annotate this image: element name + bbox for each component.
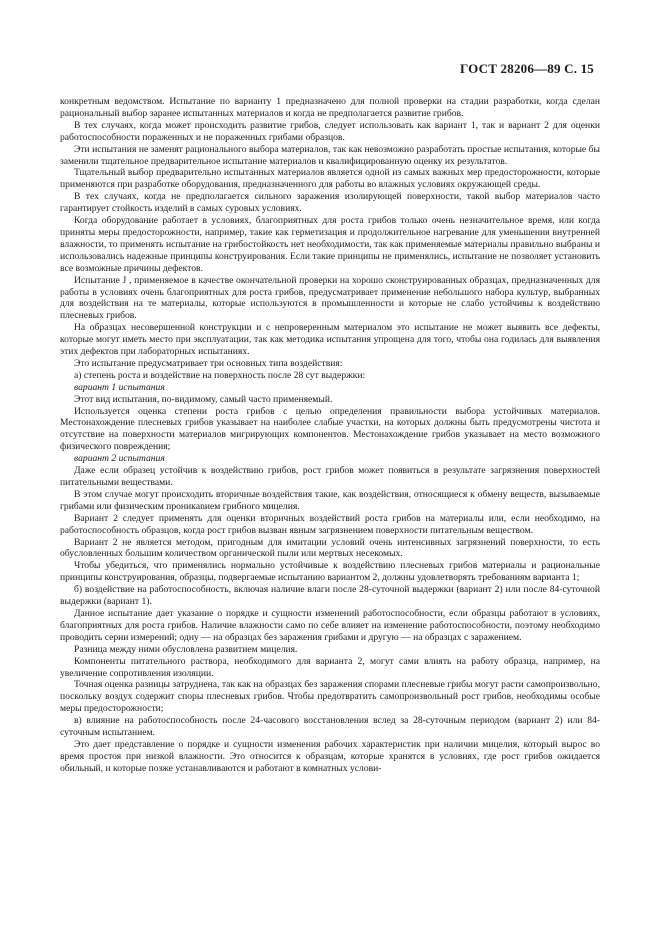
paragraph: В тех случаях, когда не предполагается сильного заражения изолирующей поверхности, такой выбор материалов часто гарантирует стойкость изделий в самых суровых условиях. [60,191,600,215]
subheading: вариант 1 испытания [74,381,165,393]
paragraph: Испытание J , применяемое в качестве окончательной проверки на хорошо сконструированных образцах, предназначенных для работы в условиях очень благоприятных для роста грибов, предусматривает применение небольшого набора культур, выбранных для воздействия на те материалы, которые используются в промышленности и которые не слабо устойчивы к воздействию плесневых грибов. [60,274,600,322]
paragraph: Это дает представление о порядке и сущности изменения рабочих характеристик при наличии мицелия, который вырос во время простоя при низкой влажности. Это относится к образцам, которые хранятся в условиях, где рост грибов ожидается обильный, и которые позже устанавливаются и работают в комнатных услови- [60,738,600,774]
paragraph: На образцах несовершенной конструкции и с непроверенным материалом это испытание не может выявить все дефекты, которые могут иметь место при эксплуатации, так как методика испытания упрощена для того, чтобы она годилась для выявления этих дефектов при лабораторных испытаниях. [60,322,600,358]
document-body [60,96,600,775]
list-item: б) воздействие на работоспособность, включая наличие влаги после 28-суточной выдержки (вариант 2) или после 84-суточной выдержки (вариант 1). [60,584,600,608]
paragraph: Данное испытание дает указание о порядке и сущности изменений работоспособности, если образцы работают в условиях, благоприятных для роста грибов. Наличие влажности само по себе влияет на изменение работоспособности, поэтому необходимо проводить серии измерений; одну — на образцах без заражения грибами и другую — на образцах с заражением. [60,607,600,643]
paragraph: конкретным ведомством. Испытание по варианту 1 предназначено для полной проверки на стадии разработки, когда сделан рациональный выбор заранее испытанных материалов и когда не предполагается развитие грибов. [60,96,600,119]
paragraph: Это испытание предусматривает три основных типа воздействия: [74,357,343,369]
paragraph: Вариант 2 не является методом, пригодным для имитации условий очень интенсивных загрязнений поверхности, то есть обусловленных большим количеством органической пыли или мертвых несекомых. [60,536,600,560]
list-item: а) степень роста и воздействие на поверхность после 28 сут выдержки: [74,369,366,381]
paragraph: Вариант 2 следует применять для оценки вторичных воздействий роста грибов на материалы или, если необходимо, на работоспособность образцов, когда рост грибов вызван явным загрязнением поверхности питательным веществом. [60,512,600,536]
paragraph: В этом случае могут происходить вторичные воздействия такие, как воздействия, относящиеся к обмену веществ, вызываемые грибами или физическим проникanием грибного мицелия. [60,488,600,512]
paragraph: Даже если образец устойчив к воздействию грибов, рост грибов может появиться в результате загрязнения поверхностей питательными веществами. [60,465,600,488]
paragraph: Тщательный выбор предварительно испытанных материалов является одной из самых важных мер предосторожности, которые применяются при разработке оборудования, предназначенного для работы во влажных условиях окружающей среды. [60,167,600,191]
list-item: в) влияние на работоспособность после 24-часового восстановления вслед за 28-суточным периодом (вариант 2) или 84-суточным испытанием. [60,715,600,739]
paragraph: Чтобы убедиться, что применялись нормально устойчивые к воздействию плесневых грибов материалы и рациональные принципы конструирования, образцы, подвергаемые испытанию вариантом 2, должны удовлетворять требованиям варианта 1; [60,560,600,584]
paragraph: Разница между ними обусловлена развитием мицелия. [74,643,298,655]
paragraph: В тех случаях, когда может происходить развитие грибов, следует использовать как вариант 1, так и вариант 2 для оценки работоспособности пораженных и не пораженных грибами образцов. [60,119,600,143]
paragraph: Используется оценка степени роста грибов с целью определения правильности выбора устойчивых материалов. Местонахождение плесневых грибов указывает на наиболее слабые участки, на которых должны быть предусмотрены чистота и отсутствие на поверхности материалов мигрирующих компонентов. Местонахождение грибов указывает на место возможного физического повреждения; [60,405,600,453]
paragraph: Когда оборудование работает в условиях, благоприятных для роста грибов только очень незначительное время, или когда приняты меры предосторожности, например, такие как герметизация и продолжительное нагревание для уменьшения внутренней влажности, то применять испытание на грибостойкость нет необходимости, так как применяемые материалы правильно выбраны и использовались надежные принципы конструирования. Если такие принципы не применялись, испытание не позволяет установить все возможные причины дефектов. [60,215,600,274]
paragraph: Эти испытания не заменят рационального выбора материалов, так как невозможно разработать простые испытания, которые бы заменили тщательное предварительное испытание материалов и квалифицированную оценку их результатов. [60,143,600,167]
paragraph: Точная оценка разницы затруднена, так как на образцах без заражения спорами плесневые грибы могут расти самопроизвольно, поскольку воздух содержит споры плесневых грибов. Чтобы предотвратить самопроизвольный рост грибов, необходимы особые меры предосторожности; [60,679,600,715]
subheading: вариант 2 испытания [74,453,165,465]
paragraph: Этот вид испытания, по-видимому, самый часто применяемый. [74,393,333,405]
page-header: ГОСТ 28206—89 С. 15 [460,61,594,76]
paragraph: Компоненты питательного раствора, необходимого для варианта 2, могут сами влиять на работу образца, например, на увеличение сопротивления изоляции. [60,655,600,679]
